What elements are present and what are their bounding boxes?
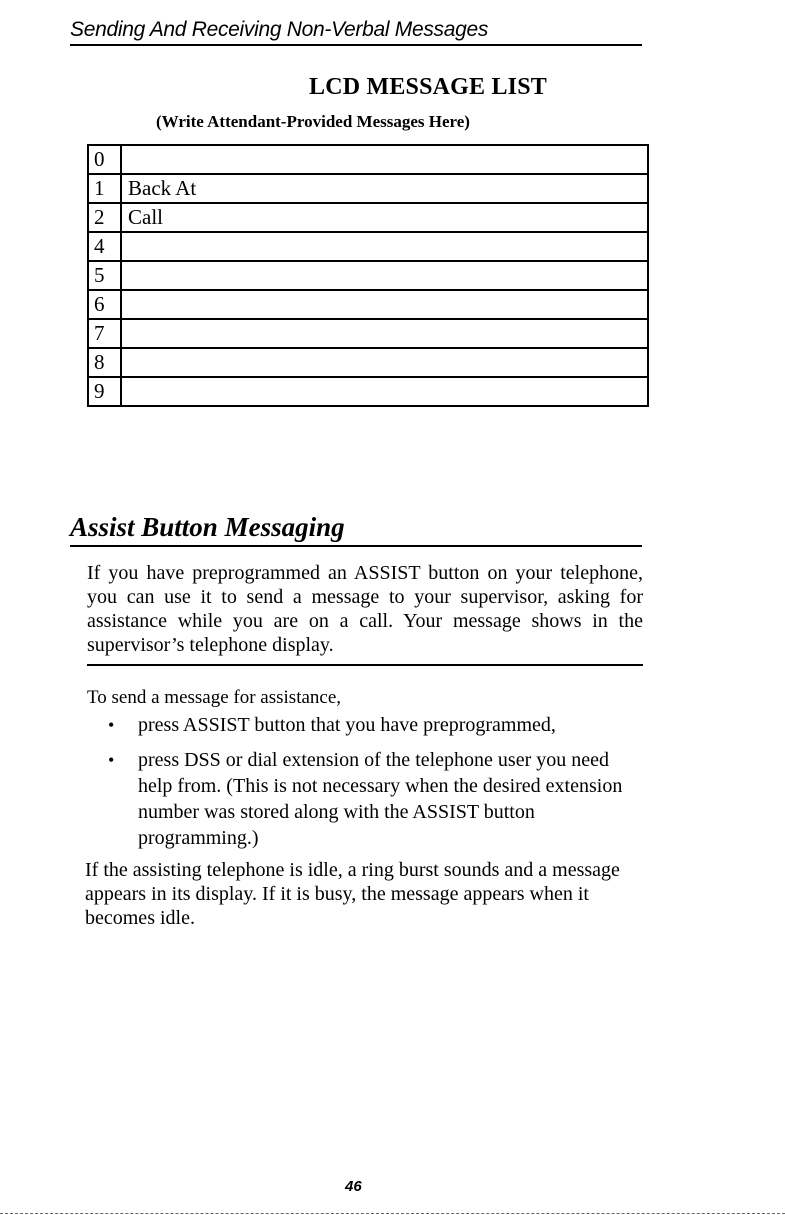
message-text: [121, 348, 648, 377]
message-number: 4: [88, 232, 121, 261]
message-text: [121, 377, 648, 406]
message-number: 0: [88, 145, 121, 174]
closing-paragraph: If the assisting telephone is idle, a ring burst sounds and a message appears in its display. If it is busy, the message appears when it becomes idle.: [85, 859, 620, 929]
message-text: Back At: [121, 174, 648, 203]
page-edge-divider: [0, 1213, 785, 1214]
table-row: [88, 348, 648, 377]
message-text: [121, 290, 648, 319]
table-row: [88, 232, 648, 261]
intro-paragraph: If you have preprogrammed an ASSIST button on your telephone, you can use it to send a message to your supervisor, asking for assistance while you are on a call. Your message shows in the supervisor’s telephone display.: [87, 562, 643, 656]
table-row: [88, 290, 648, 319]
step-text: press ASSIST button that you have preprogrammed,: [138, 714, 556, 736]
lcd-message-table: [87, 144, 649, 407]
message-number: 6: [88, 290, 121, 319]
divider: [87, 664, 643, 666]
steps-lead: To send a message for assistance,: [87, 687, 342, 708]
message-number: 5: [88, 261, 121, 290]
table-row: [88, 261, 648, 290]
page-number: 46: [345, 1178, 362, 1195]
section-title: Assist Button Messaging: [70, 512, 642, 547]
message-text: Call: [121, 203, 648, 232]
step-text: press DSS or dial extension of the telephone user you need help from. (This is not necessary when the desired extension number was stored along with the ASSIST button programming.): [138, 749, 623, 849]
table-row: [88, 203, 648, 232]
message-number: 1: [88, 174, 121, 203]
table-row: [88, 145, 648, 174]
running-header: Sending And Receiving Non-Verbal Messages: [70, 18, 642, 46]
message-text: [121, 145, 648, 174]
message-number: 9: [88, 377, 121, 406]
list-item: [108, 712, 648, 738]
bullet-icon: •: [108, 750, 115, 770]
message-number: 8: [88, 348, 121, 377]
table-row: [88, 319, 648, 348]
message-number: 2: [88, 203, 121, 232]
lcd-list-subtitle: (Write Attendant-Provided Messages Here): [156, 112, 470, 131]
table-row: [88, 377, 648, 406]
message-number: 7: [88, 319, 121, 348]
message-text: [121, 232, 648, 261]
bullet-icon: •: [108, 715, 115, 735]
table-row: [88, 174, 648, 203]
lcd-list-title: LCD MESSAGE LIST: [309, 74, 547, 100]
message-text: [121, 319, 648, 348]
message-text: [121, 261, 648, 290]
list-item: [108, 747, 648, 851]
